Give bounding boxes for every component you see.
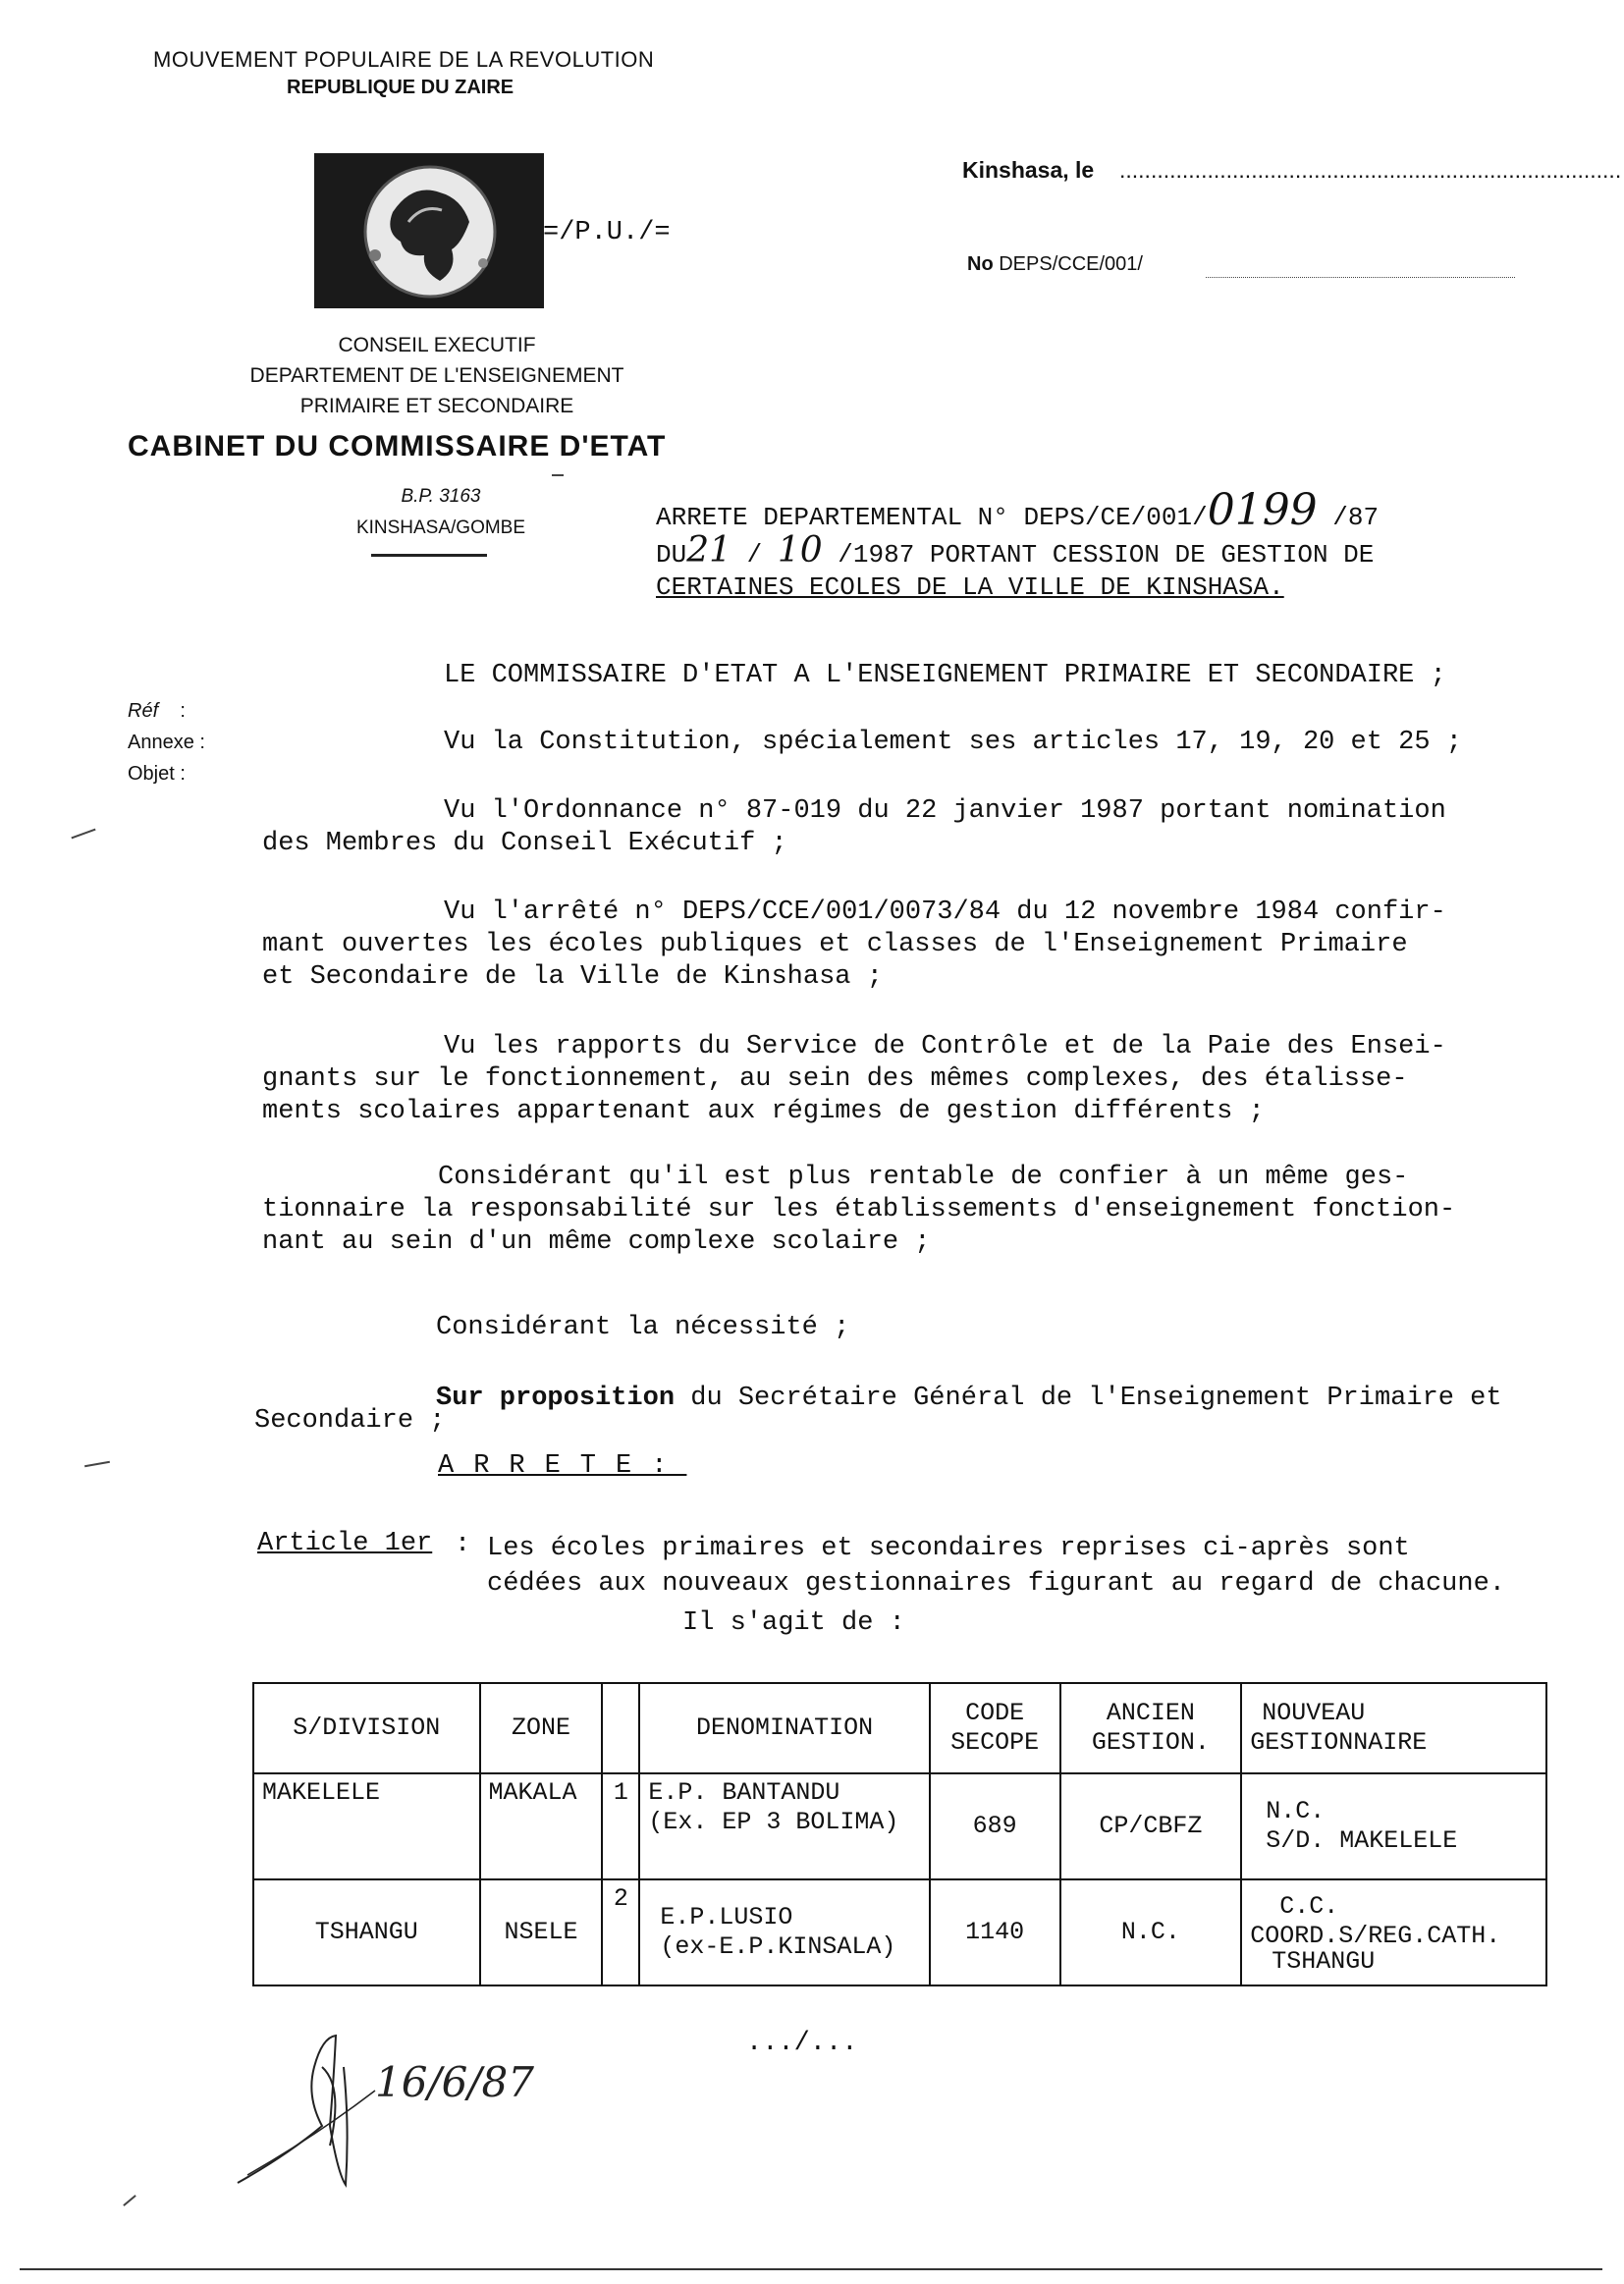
cell-sdivision: MAKELELE [253, 1773, 480, 1879]
reference-code: DEPS/CCE/001/ [999, 253, 1143, 275]
department-title: DEPARTEMENT DE L'ENSEIGNEMENT [249, 364, 624, 387]
postal-box: B.P. 3163 [401, 486, 481, 507]
schools-table [252, 1682, 1547, 1986]
table-header-row [253, 1683, 1546, 1773]
cell-zone: MAKALA [480, 1773, 603, 1879]
cell-sdivision: TSHANGU [253, 1879, 480, 1985]
paragraph-considerant-l2: tionnaire la responsabilité sur les établissements d'enseignement fonction- [262, 1195, 1456, 1224]
table-row [253, 1773, 1546, 1879]
arrete-heading: ARRETE: [438, 1451, 687, 1481]
paragraph-considerant-l3: nant au sein d'un même complexe scolaire ; [262, 1227, 931, 1257]
cell-code: 689 [930, 1773, 1060, 1879]
margin-labels [128, 695, 205, 789]
paragraph-ordonnance-l1: Vu l'Ordonnance n° 87-019 du 22 janvier 1987 portant nomination [444, 796, 1446, 826]
decree-year: /87 [1332, 503, 1380, 532]
header-ancien: ANCIEN GESTION. [1060, 1683, 1242, 1773]
reference-prefix: No [967, 253, 994, 275]
bottom-edge-line [20, 2268, 1602, 2270]
paragraph-rapports-l3: ments scolaires appartenant aux régimes de gestion différents ; [262, 1097, 1265, 1126]
table-row [253, 1879, 1546, 1985]
proposition-lead: Sur proposition [436, 1384, 676, 1413]
paragraph-proposition-l1 [436, 1383, 1502, 1415]
cell-nouveau: N.C. S/D. MAKELELE [1241, 1773, 1546, 1879]
cell-number: 2 [602, 1879, 639, 1985]
paragraph-necessite: Considérant la nécessité ; [436, 1313, 850, 1342]
header-number [602, 1683, 639, 1773]
proposition-rest: du Secrétaire Général de l'Enseignement Primaire et [675, 1384, 1502, 1413]
scan-mark [123, 2195, 136, 2206]
cell-number: 1 [602, 1773, 639, 1879]
postal-underline [371, 554, 487, 557]
cell-denomination: E.P. BANTANDU (Ex. EP 3 BOLIMA) [639, 1773, 929, 1879]
article-label: Article 1er [257, 1529, 433, 1558]
decree-title-part2: /1987 PORTANT CESSION DE GESTION DE [838, 540, 1375, 570]
scan-mark [552, 474, 564, 476]
cell-zone: NSELE [480, 1879, 603, 1985]
margin-annexe: Annexe : [128, 732, 205, 753]
handwritten-date: 16/6/87 [375, 2058, 534, 2106]
cell-denomination: E.P.LUSIO (ex-E.P.KINSALA) [639, 1879, 929, 1985]
cell-nouveau: C.C. COORD.S/REG.CATH. TSHANGU [1241, 1879, 1546, 1985]
decree-line-2 [656, 530, 1379, 571]
decree-line-1 [656, 485, 1380, 535]
paragraph-rapports-l1: Vu les rapports du Service de Contrôle et de la Paie des Ensei- [444, 1032, 1446, 1061]
decree-title-part1: ARRETE DEPARTEMENTAL N° DEPS/CE/001/ [656, 503, 1208, 532]
handwritten-decree-number: 0199 [1207, 485, 1318, 535]
decree-du: DU [656, 540, 687, 570]
scan-mark [71, 829, 95, 840]
list-intro: Il s'agit de : [682, 1608, 905, 1638]
handwritten-signature [228, 2008, 542, 2195]
date-dotted-line: ................................................................................ [1119, 157, 1622, 183]
decree-title [656, 485, 1380, 604]
paragraph-rapports-l2: gnants sur le fonctionnement, au sein des mêmes complexes, des étalisse- [262, 1064, 1408, 1094]
paragraph-proposition-l2: Secondaire ; [254, 1406, 446, 1436]
handwritten-day: 21 [686, 530, 732, 571]
header-nouveau: NOUVEAU GESTIONNAIRE [1241, 1683, 1546, 1773]
margin-objet: Objet : [128, 763, 186, 785]
cell-ancien: N.C. [1060, 1879, 1242, 1985]
cell-code: 1140 [930, 1879, 1060, 1985]
header-code: CODE SECOPE [930, 1683, 1060, 1773]
pu-mark: =/P.U./= [543, 218, 671, 247]
commissioner-heading: LE COMMISSAIRE D'ETAT A L'ENSEIGNEMENT PRIMAIRE ET SECONDAIRE ; [444, 661, 1446, 690]
postal-block [328, 481, 554, 544]
paragraph-ordonnance-l2: des Membres du Conseil Exécutif ; [262, 829, 787, 858]
decree-line-3: CERTAINES ECOLES DE LA VILLE DE KINSHASA. [656, 572, 1284, 602]
article-text [487, 1531, 1505, 1602]
paragraph-constitution: Vu la Constitution, spécialement ses articles 17, 19, 20 et 25 ; [444, 728, 1462, 757]
city-line: KINSHASA/GOMBE [355, 517, 526, 538]
republic-header: REPUBLIQUE DU ZAIRE [287, 77, 514, 98]
date-separator: / [746, 540, 763, 570]
cell-ancien: CP/CBFZ [1060, 1773, 1242, 1879]
council-block [196, 330, 677, 421]
paragraph-considerant-l1: Considérant qu'il est plus rentable de confier à un même ges- [438, 1163, 1409, 1192]
margin-ref: Réf : [128, 700, 186, 722]
article-line-1: Les écoles primaires et secondaires reprises ci-après sont [487, 1534, 1410, 1563]
department-subtitle: PRIMAIRE ET SECONDAIRE [299, 395, 574, 417]
council-title: CONSEIL EXECUTIF [338, 334, 536, 356]
place-date-label: Kinshasa, le [962, 157, 1095, 183]
paragraph-arrete-l3: et Secondaire de la Ville de Kinshasa ; [262, 962, 883, 992]
header-sdivision: S/DIVISION [253, 1683, 480, 1773]
emblem-logo [314, 153, 544, 308]
header-denomination: DENOMINATION [639, 1683, 929, 1773]
reference-dotted-line [1206, 277, 1515, 278]
article-line-2: cédées aux nouveaux gestionnaires figurant au regard de chacune. [487, 1569, 1505, 1599]
continuation-mark: .../... [746, 2029, 858, 2058]
cabinet-title: CABINET DU COMMISSAIRE D'ETAT [128, 430, 667, 462]
movement-header: MOUVEMENT POPULAIRE DE LA REVOLUTION [153, 47, 655, 72]
scan-mark [84, 1461, 110, 1467]
article-colon: : [455, 1530, 471, 1559]
reference-number [967, 253, 1143, 276]
handwritten-month: 10 [777, 530, 823, 571]
paragraph-arrete-l2: mant ouvertes les écoles publiques et classes de l'Enseignement Primaire [262, 930, 1408, 959]
header-zone: ZONE [480, 1683, 603, 1773]
paragraph-arrete-l1: Vu l'arrêté n° DEPS/CCE/001/0073/84 du 12 novembre 1984 confir- [444, 897, 1446, 927]
